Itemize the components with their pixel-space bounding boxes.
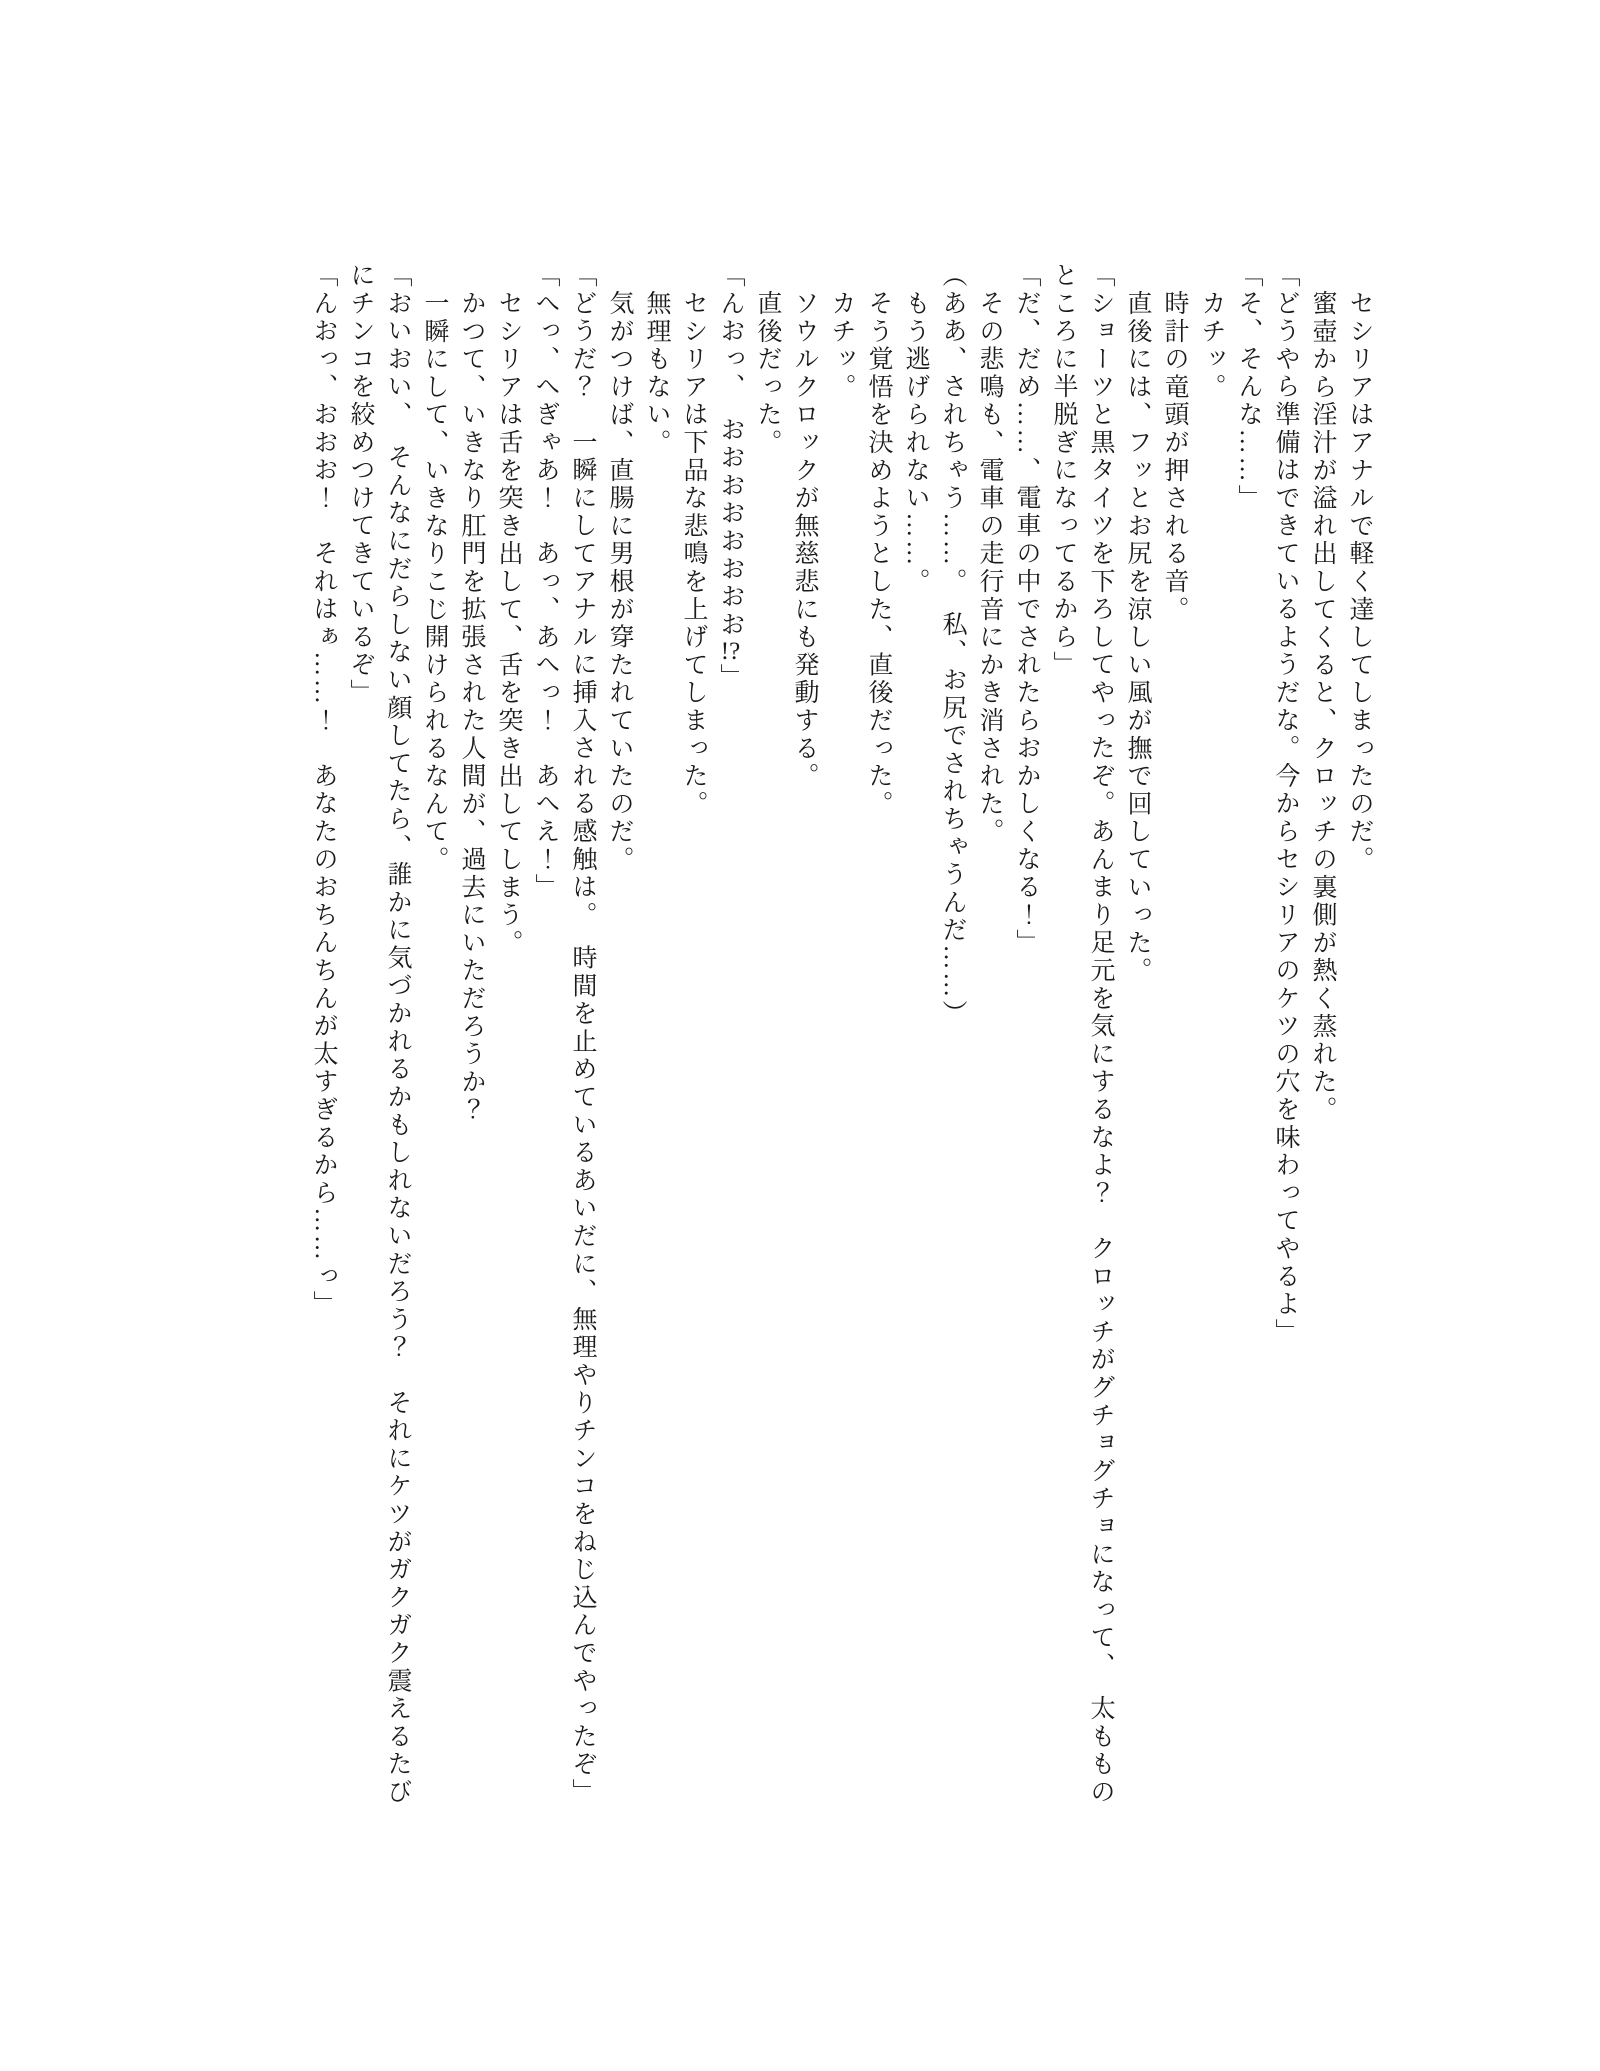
vertical-text-block	[305, 262, 1378, 1832]
narration-line: 時計の竜頭が押される音。	[1161, 289, 1188, 624]
dialogue-line: 「ショーツと黒タイツを下ろしてやったぞ。あんまり足元を気にするなよ？ クロッチがグチョグチョになって、 太もものところに半脱ぎになってるから」	[1050, 262, 1114, 1807]
narration-line: 直後だった。	[754, 289, 781, 457]
narration-line: セシリアはアナルで軽く達してしまったのだ。	[1346, 289, 1373, 874]
dialogue-line: 「そ、そんな……」	[1235, 262, 1262, 513]
narration-line: セシリアは下品な悲鳴を上げてしまった。	[680, 289, 707, 818]
dialogue-line: 「んおっ、おおお！ それはぁ……！ あなたのおちんちんが太すぎるから……っ」	[310, 262, 337, 1319]
narration-line: 蜜壺から淫汁が溢れ出してくると、クロッチの裏側が熱く蒸れた。	[1309, 289, 1336, 1124]
narration-line: カチッ。	[828, 289, 855, 401]
dialogue-line: 「どうやら準備はできているようだな。今からセシリアのケツの穴を味わってやるよ」	[1272, 262, 1299, 1347]
dialogue-line: （ああ、されちゃう……。 私、お尻でされちゃうんだ……）	[939, 262, 966, 1028]
narration-line: 無理もない。	[643, 289, 670, 457]
dialogue-line: 「へっ、へぎゃあ！ あっ、あへっ！ あへえ！」	[532, 262, 559, 902]
dialogue-line: 「どうだ？ 一瞬にしてアナルに挿入される感触は。 時間を止めているあいだに、無理やりチンコをねじ込んでやったぞ」	[569, 262, 596, 1807]
narration-line: 直後には、フッとお尻を涼しい風が撫で回していった。	[1124, 289, 1151, 985]
dialogue-line: 「だ、だめ……、電車の中でされたらおかしくなる！」	[1013, 262, 1040, 957]
narration-line: かつて、いきなり肛門を拡張された人間が、過去にいただろうか？	[458, 289, 485, 1124]
narration-line: カチッ。	[1198, 289, 1225, 401]
dialogue-line: 「んおっ、 おおおおおおおお!?」	[717, 262, 744, 692]
exclamation-question-tcy: !?	[720, 638, 741, 664]
dialogue-line: 「おいおい、 そんなにだらしない顔してたら、誰かに気づかれるかもしれないだろう？ それにケツがガクガク震えるたびにチンコを絞めつけてきているぞ」	[347, 262, 411, 1807]
narration-line: もう逃げられない……。	[902, 289, 929, 596]
narration-line: 一瞬にして、いきなりこじ開けられるなんて。	[421, 289, 448, 874]
narration-line: 気がつけば、直腸に男根が穿たれていたのだ。	[606, 289, 633, 874]
narration-line: セシリアは舌を突き出して、舌を突き出してしまう。	[495, 289, 522, 957]
narration-line: その悲鳴も、電車の走行音にかき消された。	[976, 289, 1003, 846]
narration-line: ソウルクロックが無慈悲にも発動する。	[791, 289, 818, 790]
narration-line: そう覚悟を決めようとした、直後だった。	[865, 289, 892, 818]
